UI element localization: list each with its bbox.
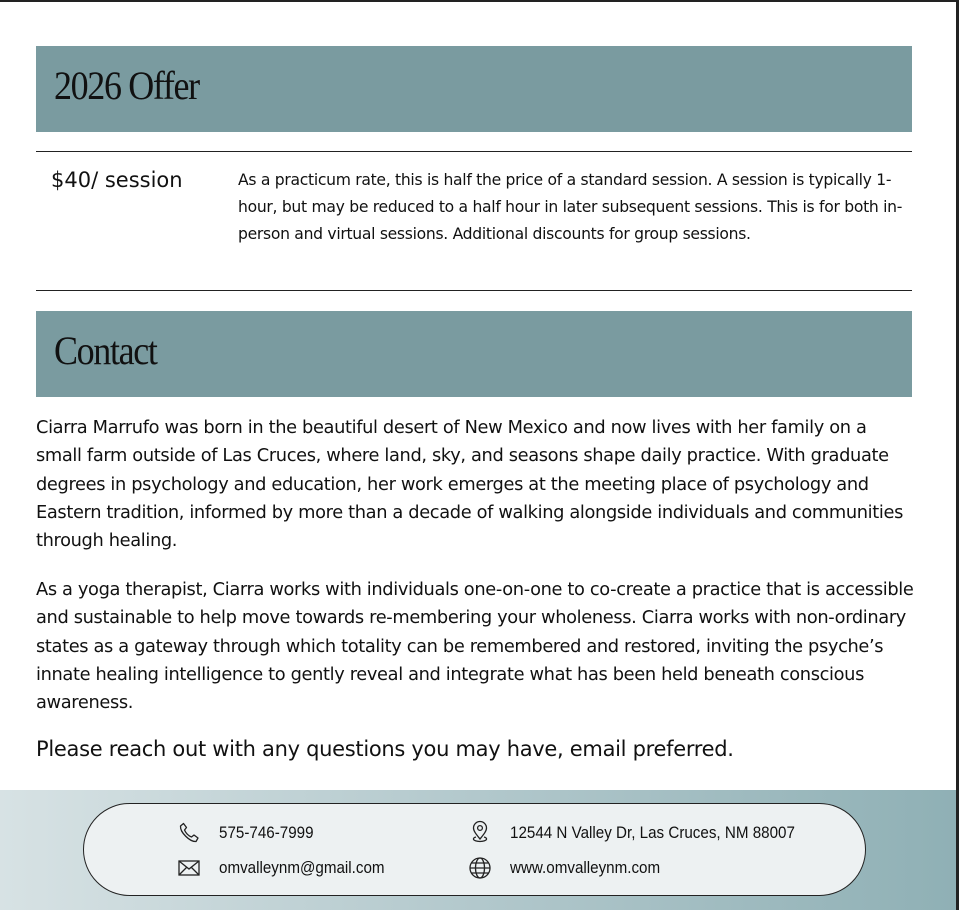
website-item[interactable] xyxy=(467,855,673,881)
bio-paragraph: Ciarra Marrufo was born in the beautiful desert of New Mexico and now lives with her family on a small farm outside of Las Cruces, where land, sky, and seasons shape daily practice. With graduate degrees in psychology and education, her work emerges at the meeting place of psychology and Eastern tradition, informed by more than a decade of walking alongside individuals and communities through healing. xyxy=(36,417,903,552)
email-address: omvalleynm@gmail.com xyxy=(219,858,385,877)
offer-top-rule xyxy=(36,151,912,152)
globe-icon xyxy=(467,855,493,881)
contact-pill xyxy=(83,803,866,896)
phone-icon xyxy=(176,820,202,846)
price-label: $40/ session xyxy=(51,168,183,192)
offer-bottom-rule xyxy=(36,290,912,291)
bio-paragraph: As a yoga therapist, Ciarra works with individuals one-on-one to co-create a practice that is accessible and sustainable to help move towards re-membering your wholeness. Ciarra works with non-ordinary states as a gateway through which totality can be remembered and restored, inviting the psyche’s innate healing intelligence to gently reveal and integrate what has been held beneath conscious awareness. xyxy=(36,579,914,714)
phone-item[interactable] xyxy=(176,820,322,846)
address-item[interactable] xyxy=(467,820,820,846)
contact-banner xyxy=(36,311,912,397)
website-url: www.omvalleynm.com xyxy=(510,858,661,877)
price-description: As a practicum rate, this is half the price of a standard session. A session is typically 1-hour, but may be reduced to a half hour in later subsequent sessions. This is for both in-person and virtual sessions. Additional discounts for group sessions. xyxy=(238,171,903,243)
reach-out-text: Please reach out with any questions you may have, email preferred. xyxy=(36,737,734,761)
offer-heading: 2026 Offer xyxy=(54,63,199,108)
offer-banner xyxy=(36,46,912,132)
email-item[interactable] xyxy=(176,855,399,881)
envelope-icon xyxy=(176,855,202,881)
contact-heading: Contact xyxy=(54,328,157,373)
address-text: 12544 N Valley Dr, Las Cruces, NM 88007 xyxy=(510,823,795,842)
location-pin-icon xyxy=(467,820,493,846)
phone-number: 575-746-7999 xyxy=(219,823,314,842)
